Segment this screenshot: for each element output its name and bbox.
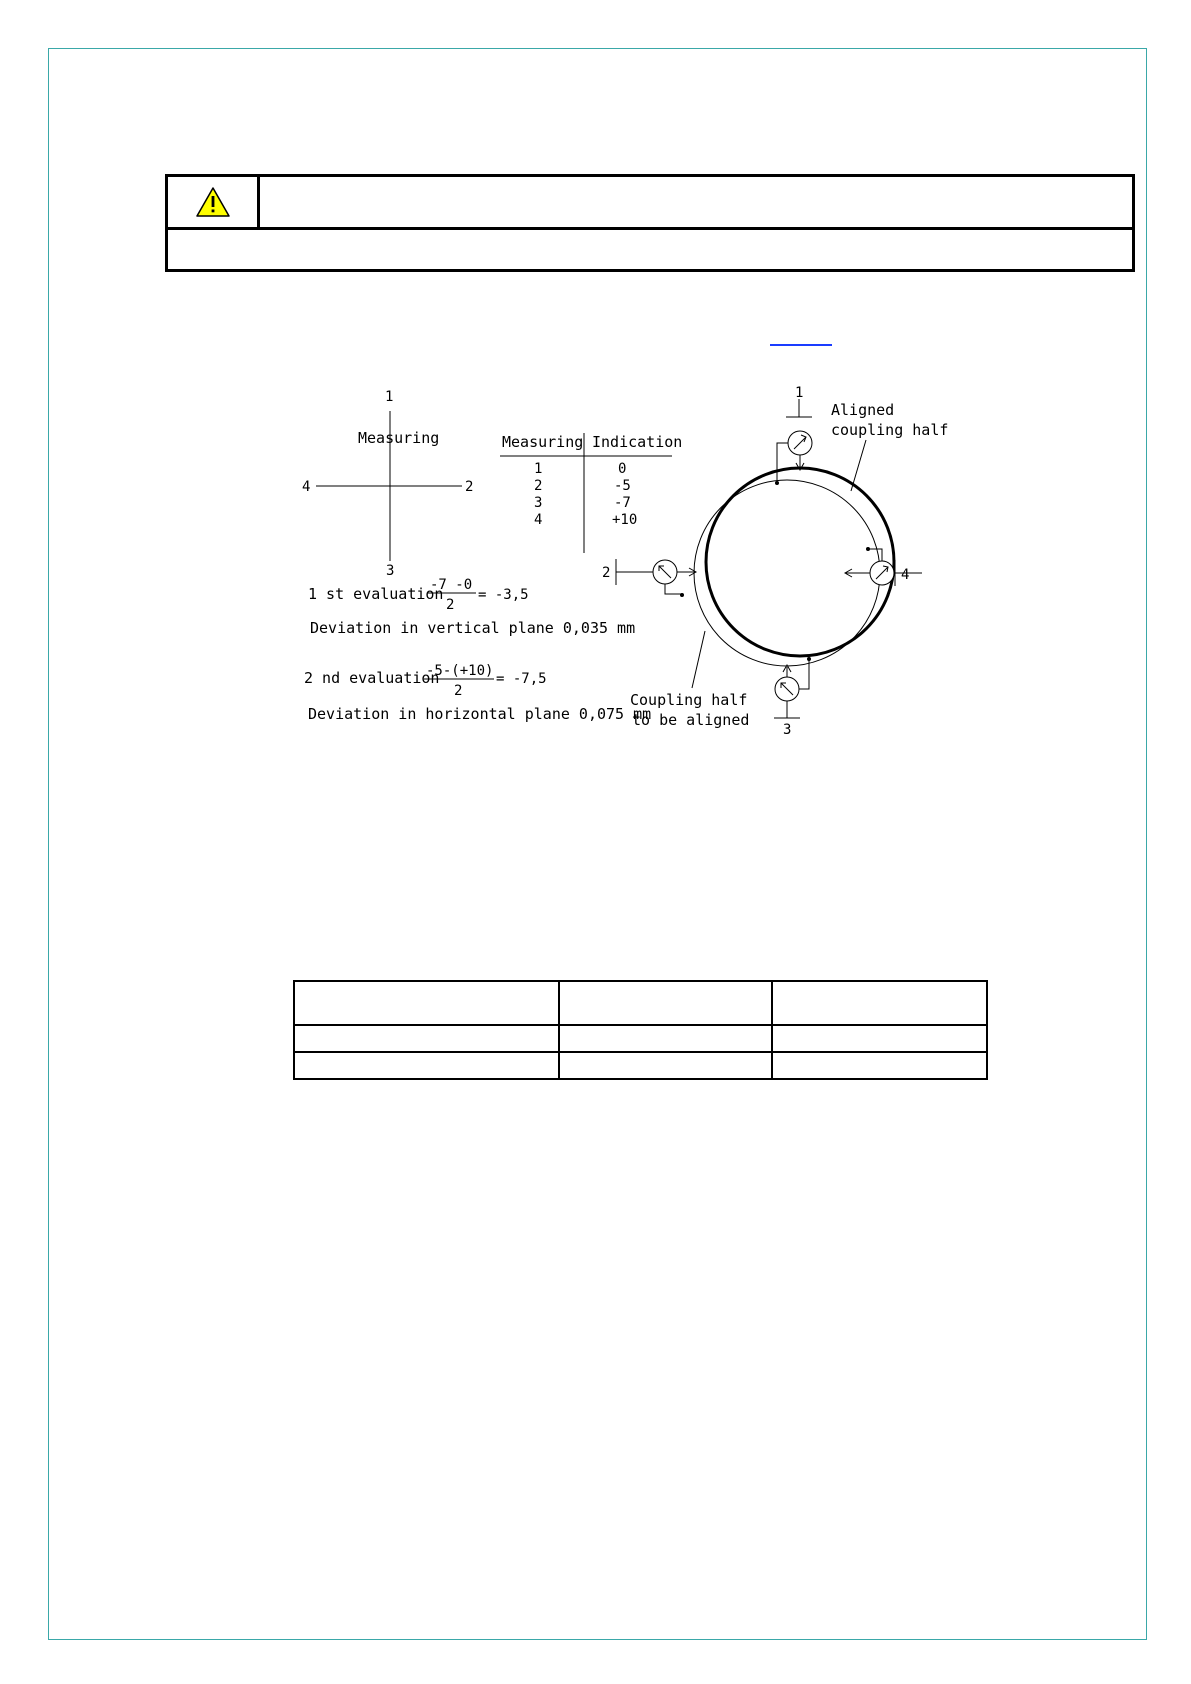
- row2-measuring: 2: [534, 478, 543, 494]
- eval1-label: 1 st evaluation: [308, 585, 444, 603]
- gauge3-label: 3: [783, 722, 792, 738]
- gauge4-label: 4: [901, 567, 910, 583]
- alignment-diagram: [290, 385, 1010, 765]
- table-row: [294, 1052, 987, 1079]
- hyperlink[interactable]: [770, 344, 832, 346]
- row1-indication: 0: [618, 461, 627, 477]
- row1-measuring: 1: [534, 461, 543, 477]
- axis-right-label: 2: [465, 479, 474, 495]
- warning-icon-cell: [168, 177, 260, 227]
- row3-indication: -7: [614, 495, 631, 511]
- table-header-cell: [559, 981, 772, 1025]
- axis-top-label: 1: [385, 389, 394, 405]
- aligned-label-line1: Aligned: [831, 401, 895, 419]
- gauge2-label: 2: [602, 565, 611, 581]
- warning-triangle-icon: [195, 186, 231, 218]
- table-cell: [772, 1052, 987, 1079]
- eval1-deviation: Deviation in vertical plane 0,035 mm: [310, 619, 636, 637]
- gauge1-label: 1: [795, 385, 804, 401]
- eval2-label: 2 nd evaluation: [304, 669, 440, 687]
- alignment-figure: [290, 385, 1010, 765]
- eval1-numerator: -7 -0: [430, 577, 473, 593]
- aligned-label-line2: coupling half: [831, 421, 949, 439]
- table-header-row: [294, 981, 987, 1025]
- warning-box: [165, 174, 1135, 272]
- page-frame: [48, 48, 1147, 1640]
- table-header-cell: [772, 981, 987, 1025]
- row2-indication: -5: [614, 478, 631, 494]
- table-cell: [559, 1052, 772, 1079]
- row4-measuring: 4: [534, 512, 543, 528]
- eval2-numerator: -5-(+10): [426, 663, 494, 679]
- col-indication-header: Indication: [592, 433, 683, 451]
- warning-title: [260, 177, 1132, 227]
- eval2-result: = -7,5: [496, 671, 547, 687]
- table-header-cell: [294, 981, 559, 1025]
- table-cell: [772, 1025, 987, 1052]
- eval1-denominator: 2: [446, 597, 455, 613]
- eval2-deviation: Deviation in horizontal plane 0,075 mm: [308, 705, 652, 723]
- aligned-coupling-half-circle: [706, 468, 894, 656]
- axis-bottom-label: 3: [386, 563, 395, 579]
- eval2-denominator: 2: [454, 683, 463, 699]
- tobe-aligned-line1: Coupling half: [630, 691, 748, 709]
- row3-measuring: 3: [534, 495, 543, 511]
- eval1-result: = -3,5: [478, 587, 529, 603]
- data-table: [293, 980, 988, 1080]
- table-row: [294, 1025, 987, 1052]
- table-cell: [559, 1025, 772, 1052]
- axis-left-label: 4: [302, 479, 311, 495]
- axis-title: Measuring: [358, 429, 440, 447]
- tobe-aligned-line2: to be aligned: [632, 711, 750, 729]
- table-cell: [294, 1025, 559, 1052]
- col-measuring-header: Measuring: [502, 433, 584, 451]
- warning-body: [168, 227, 1132, 269]
- table-cell: [294, 1052, 559, 1079]
- row4-indication: +10: [612, 512, 638, 528]
